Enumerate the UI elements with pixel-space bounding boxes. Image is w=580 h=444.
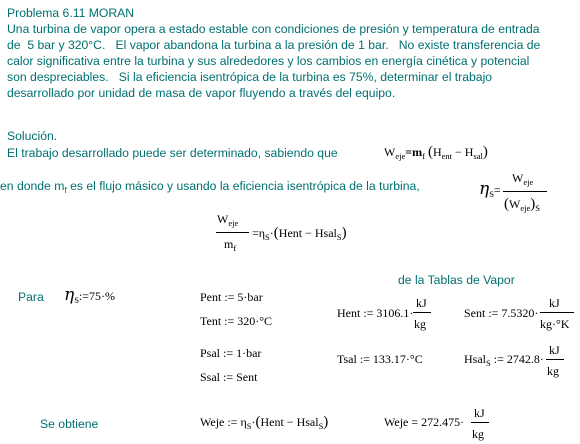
solution-line-1: El trabajo desarrollado puede ser determinado, sabiendo que <box>7 146 338 160</box>
sent-unit-num: kJ <box>549 296 560 310</box>
eq2-fraction-bar <box>503 191 547 192</box>
eq3-right-side: $=\eta_S\cdot(Hent$ − Hsal$_S$) <box>252 225 347 242</box>
problem-line-3: calor significativa entre la turbina y sus alrededores y los cambios en energía cinética y potencial <box>7 54 530 68</box>
problem-line-5: desarrollado por unidad de masa de vapor fluyendo a través del equipo. <box>7 86 396 100</box>
para-label: Para <box>18 290 44 304</box>
tent-definition: Tent := 320·°C <box>200 314 273 328</box>
hsal-unit-den: kg <box>547 364 559 378</box>
hent-unit-den: kg <box>414 317 426 331</box>
tsal-definition: Tsal := 133.17·°C <box>337 352 423 366</box>
hent-unit-bar <box>413 312 431 313</box>
eq2-numerator: $W_{eje}$ <box>512 171 534 187</box>
weje-unit-num: kJ <box>474 406 485 420</box>
hsal-unit-num: kJ <box>549 343 560 357</box>
eq3-denominator: $m_f$ <box>224 237 237 253</box>
problem-line-4: son despreciables. Si la eficiencia isentrópica de la turbina es 75%, determinar el trabajo <box>7 70 493 84</box>
weje-definition: Weje := $\eta_S\cdot(Hent$ − Hsal$_S$) <box>200 414 329 431</box>
solution-line-2: en donde $m_f$ es el flujo másico y usando la eficiencia isentrópica de la turbina, <box>0 179 420 195</box>
ssal-definition: Ssal := Sent <box>200 370 258 384</box>
weje-unit-bar <box>471 422 489 423</box>
pent-definition: Pent := 5·bar <box>200 290 263 304</box>
solution-heading: Solución. <box>7 129 58 143</box>
sent-definition: Sent := 7.5320· <box>464 306 539 320</box>
weje-result: Weje = 272.475· <box>384 415 465 429</box>
psal-definition: Psal := 1·bar <box>200 346 262 360</box>
hent-unit-num: kJ <box>416 296 427 310</box>
hsal-definition: Hsal$_S$ := 2742.8· <box>464 352 544 368</box>
problem-line-1: Una turbina de vapor opera a estado estable con condiciones de presión y temperatura de entrada <box>7 22 540 36</box>
eq3-fraction-bar <box>216 232 249 233</box>
result-label: Se obtiene <box>40 417 99 431</box>
problem-line-2: de 5 bar y 320°C. El vapor abandona la turbina a la presión de 1 bar. No existe transferencia de <box>7 38 541 52</box>
steam-tables-label: de la Tablas de Vapor <box>398 273 515 287</box>
equation-isentropic-efficiency: $\eta_S=$ <box>479 179 501 199</box>
weje-unit-den: kg <box>472 427 484 441</box>
hent-definition: Hent := 3106.1· <box>337 306 414 320</box>
problem-title: Problema 6.11 MORAN <box>7 6 135 20</box>
eq2-denominator: $(W_{eje})_S$ <box>504 196 540 213</box>
eq3-numerator: $W_{eje}$ <box>217 212 239 228</box>
sent-unit-den: kg·°K <box>540 317 570 331</box>
equation-work-energy-balance: $W_{eje}=m_f$ $(H_{ent} - H_{sal})$ <box>384 144 488 161</box>
hsal-unit-bar <box>546 359 564 360</box>
eta-definition: $\eta_S:=75\cdot\%$ <box>64 285 116 305</box>
sent-unit-bar <box>540 312 574 313</box>
